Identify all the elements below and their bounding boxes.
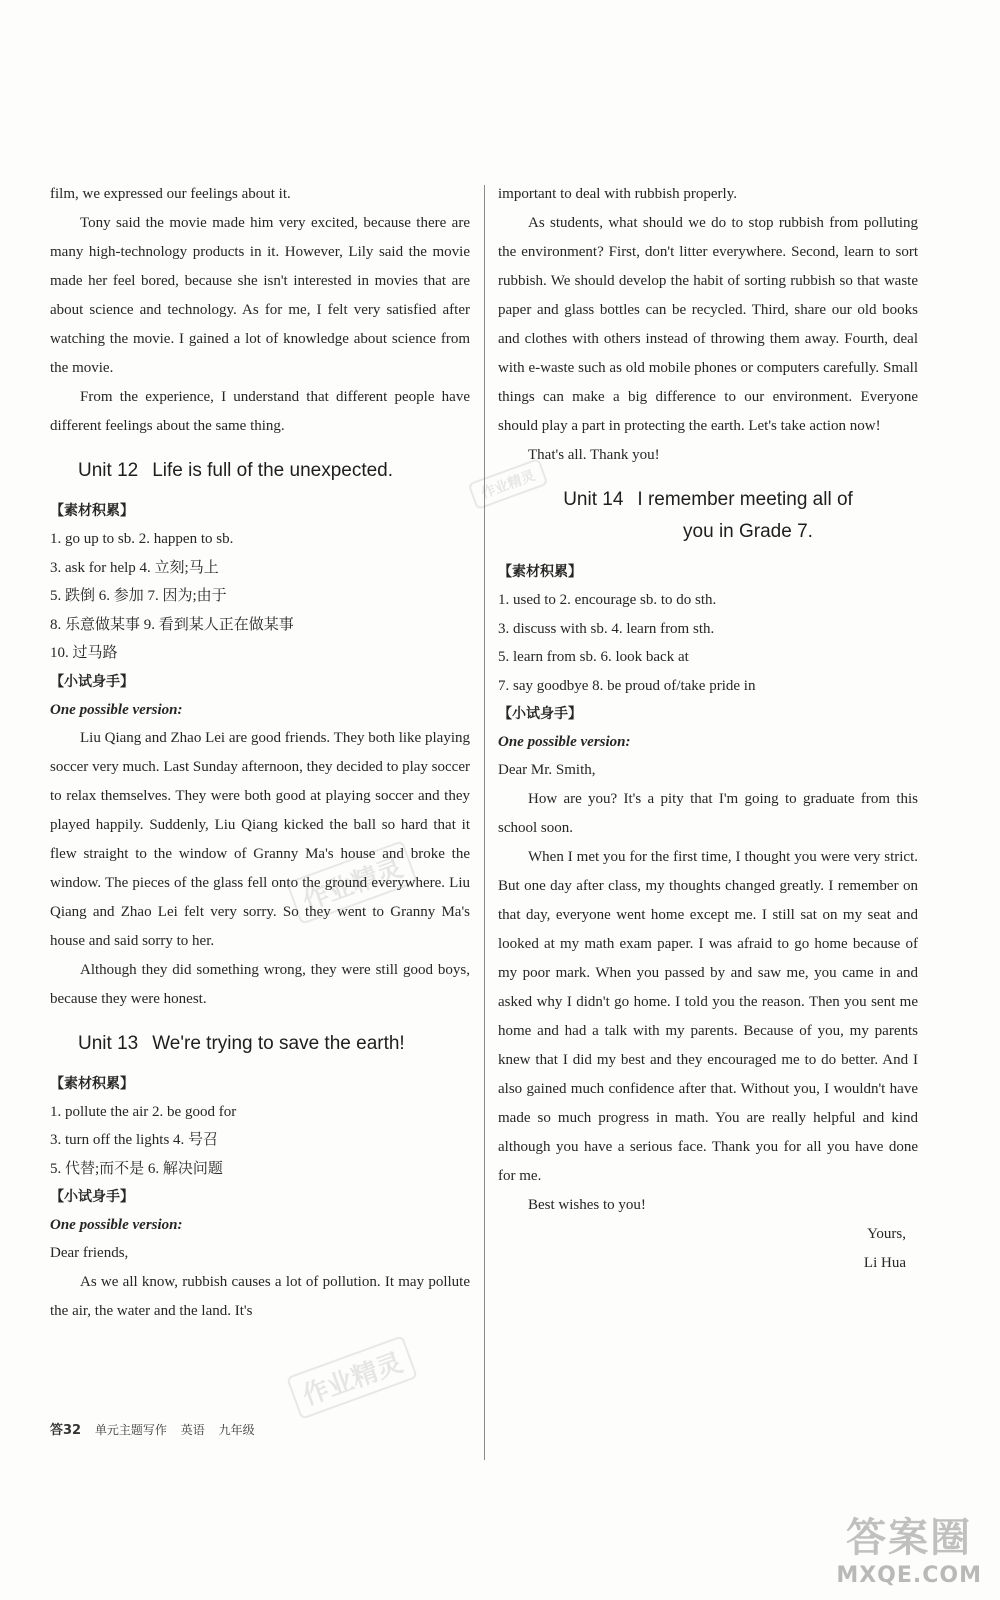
version-label: One possible version: <box>498 734 631 750</box>
watermark-stamp: 作业精灵 <box>286 1335 418 1420</box>
unit-title: Life is full of the unexpected. <box>152 460 394 481</box>
page-number: 答32 <box>50 1423 82 1438</box>
unit-title: We're trying to save the earth! <box>152 1032 405 1054</box>
unit-12-heading <box>50 455 470 487</box>
logo-url: MXQE.COM <box>836 1563 982 1588</box>
list-item: 5. 跌倒 6. 参加 7. 因为;由于 <box>50 588 227 604</box>
unit-number: Unit 13 <box>78 1032 139 1054</box>
paragraph: As we all know, rubbish causes a lot of pollution. It may pollute the air, the water and the land. It's <box>50 1274 470 1319</box>
list-item: 3. discuss with sb. 4. learn from sth. <box>498 620 715 637</box>
right-column <box>498 180 918 1278</box>
list-item: 1. used to 2. encourage sb. to do sth. <box>498 592 717 608</box>
closing: Yours, <box>867 1226 906 1242</box>
paragraph: film, we expressed our feelings about it. <box>50 186 291 202</box>
list-item: 1. go up to sb. 2. happen to sb. <box>50 531 234 547</box>
subject: 英语 <box>180 1423 205 1437</box>
list-item: 3. turn off the lights 4. 号召 <box>50 1132 219 1148</box>
paragraph: important to deal with rubbish properly. <box>498 186 737 202</box>
material-heading: 【素材积累】 <box>50 503 134 519</box>
list-item: 3. ask for help 4. 立刻;马上 <box>50 559 219 576</box>
grade: 九年级 <box>218 1423 255 1437</box>
paragraph: From the experience, I understand that different people have different feelings about the same thing. <box>50 389 470 434</box>
list-item: 10. 过马路 <box>50 645 118 661</box>
list-item: 5. learn from sb. 6. look back at <box>498 649 689 665</box>
paragraph: When I met you for the first time, I thought you were very strict. But one day after class, my thoughts changed greatly. I remember on that day, everyone went home except me. I still sat on my seat and looked at my math exam paper. I was afraid to go home because of my poor mark. When you passed by and saw me, you came in and asked why I didn't go home. I told you the reason. Then you sent me home and had a talk with my parents. Because of you, my parents knew that I did my best and they encouraged me to do better. And I also gained much confidence after that. Without you, I wouldn't have made so much progress in math. You are really helpful and kind although you have a serious face. Thank you for all you have done for me. <box>498 849 918 1184</box>
list-item: 5. 代替;而不是 6. 解决问题 <box>50 1160 223 1177</box>
paragraph: Tony said the movie made him very excited, because there are many high-technology products in it. However, Lily said the movie made her feel bored, because she isn't interested in movies that are about science and technology. As for me, I felt very satisfied after watching the movie. I gained a lot of knowledge about science from the movie. <box>50 215 470 376</box>
paragraph: As students, what should we do to stop rubbish from polluting the environment? First, don't litter everywhere. Second, learn to sort rubbish. We should develop the habit of sorting rubbish so that waste paper and glass bottles can be recycled. Third, share our old books and clothes with others instead of throwing them away. Fourth, deal with e-waste such as old mobile phones or computers carefully. Small things can make a big difference to our environment. Everyone should play a part in protecting the earth. Let's take action now! <box>498 215 918 434</box>
practice-heading: 【小试身手】 <box>50 673 134 690</box>
unit-number: Unit 14 <box>563 489 624 510</box>
version-label: One possible version: <box>50 701 183 718</box>
paragraph: How are you? It's a pity that I'm going to graduate from this school soon. <box>498 791 918 836</box>
watermark-stamp: 作业精灵 <box>468 458 549 510</box>
unit-number: Unit 12 <box>78 460 139 481</box>
paragraph: That's all. Thank you! <box>528 447 660 463</box>
salutation: Dear Mr. Smith, <box>498 762 596 778</box>
unit-13-heading <box>50 1028 470 1060</box>
unit-title-line2: you in Grade 7. <box>683 521 813 542</box>
signature: Li Hua <box>863 1255 906 1271</box>
unit-title-line1: I remember meeting all of <box>637 489 853 510</box>
unit-14-heading <box>498 484 918 548</box>
logo-text: 答案圈 <box>846 1515 973 1561</box>
practice-heading: 【小试身手】 <box>498 706 582 722</box>
list-item: 8. 乐意做某事 9. 看到某人正在做某事 <box>50 616 294 633</box>
book-title: 单元主题写作 <box>94 1423 167 1437</box>
paragraph: Liu Qiang and Zhao Lei are good friends. They both like playing soccer very much. Last Sunday afternoon, they decided to play soccer to relax themselves. They were both good at playing soccer and they played happily. Suddenly, Liu Qiang kicked the ball so hard that it flew straight to the window of Granny Ma's house and broke the window. The pieces of the glass fell onto the ground everywhere. Liu Qiang and Zhao Lei felt very sorry. So they went to Granny Ma's house and said sorry to her. <box>50 729 470 949</box>
site-logo <box>836 1506 982 1588</box>
page-footer <box>50 1419 265 1438</box>
list-item: 7. say goodbye 8. be proud of/take pride in <box>498 677 756 694</box>
column-divider <box>484 185 485 1460</box>
material-heading: 【素材积累】 <box>498 564 582 580</box>
practice-heading: 【小试身手】 <box>50 1189 134 1205</box>
list-item: 1. pollute the air 2. be good for <box>50 1103 237 1120</box>
salutation: Dear friends, <box>50 1245 129 1261</box>
paragraph: Best wishes to you! <box>528 1197 646 1213</box>
left-column <box>50 180 470 1326</box>
material-heading: 【素材积累】 <box>50 1075 134 1092</box>
paragraph: Although they did something wrong, they were still good boys, because they were honest. <box>50 961 470 1007</box>
version-label: One possible version: <box>50 1217 183 1233</box>
watermark-stamp: 作业精灵 <box>286 840 418 925</box>
